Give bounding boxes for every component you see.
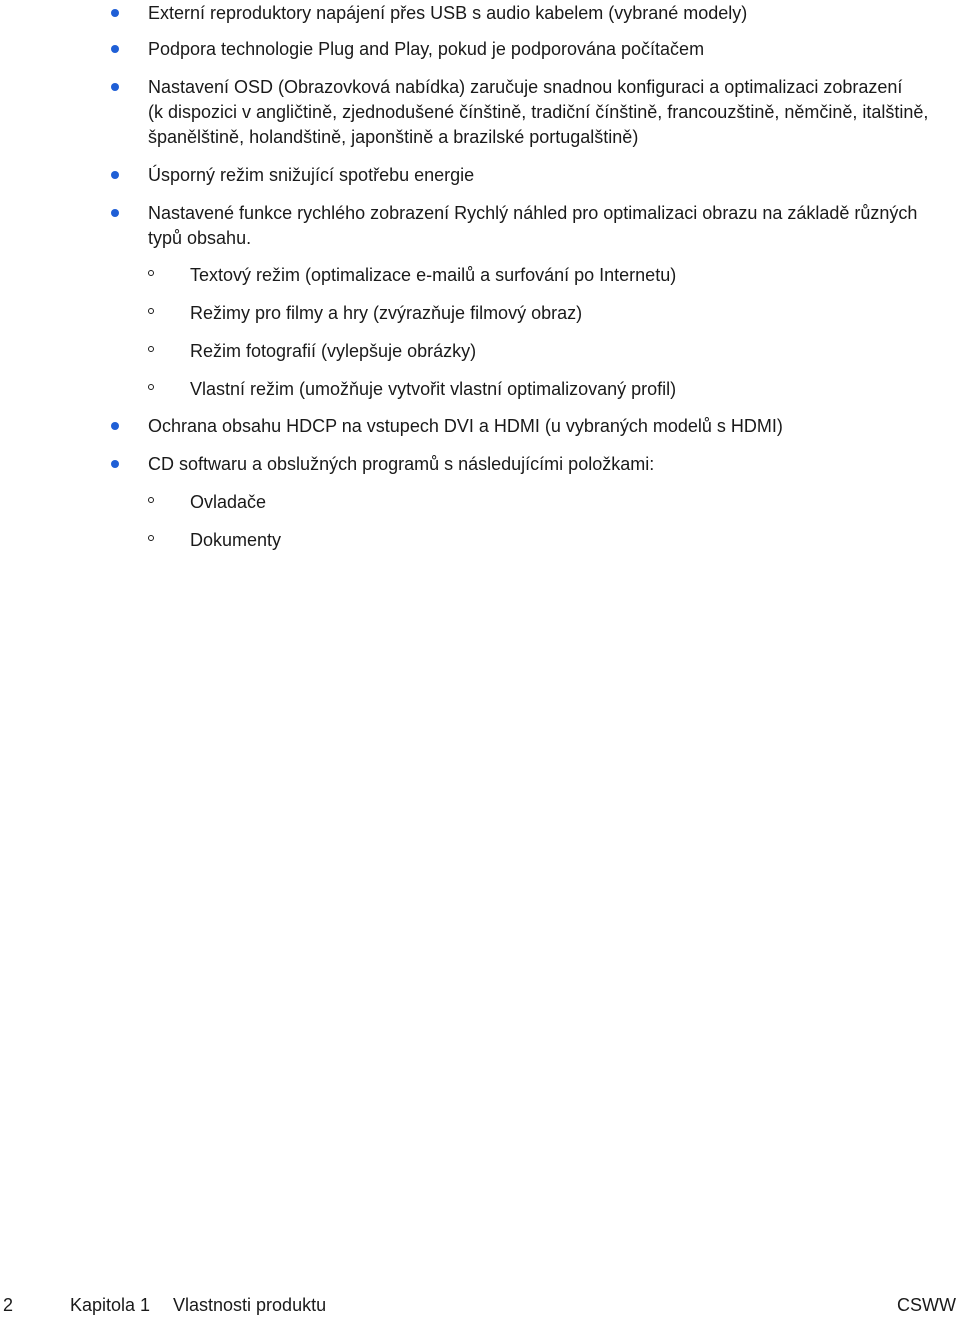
sub-list-item: Dokumenty	[190, 530, 282, 550]
list-item-line: typů obsahu.	[148, 228, 252, 248]
bullet-icon	[111, 83, 119, 91]
list-item-line: (k dispozici v angličtině, zjednodušené čínštině, tradiční čínštině, francouzštině, němčině, italštině,	[148, 102, 929, 122]
sub-list-item: Režim fotografií (vylepšuje obrázky)	[190, 341, 477, 361]
list-item: Externí reproduktory napájení přes USB s audio kabelem (vybrané modely)	[148, 3, 748, 23]
list-item: CD softwaru a obslužných programů s následujícími položkami:	[148, 454, 655, 474]
bullet-icon	[111, 9, 119, 17]
sub-list-item: Režimy pro filmy a hry (zvýrazňuje filmový obraz)	[190, 303, 583, 323]
list-item: Podpora technologie Plug and Play, pokud je podporována počítačem	[148, 39, 705, 59]
bullet-icon	[111, 209, 119, 217]
sub-bullet-icon	[148, 497, 154, 503]
sub-bullet-icon	[148, 535, 154, 541]
list-item-line: Nastavené funkce rychlého zobrazení Rychlý náhled pro optimalizaci obrazu na základě různých	[148, 203, 918, 223]
sub-list-item: Ovladače	[190, 492, 267, 512]
sub-bullet-icon	[148, 270, 154, 276]
bullet-icon	[111, 422, 119, 430]
sub-bullet-icon	[148, 346, 154, 352]
sub-bullet-icon	[148, 308, 154, 314]
sub-bullet-icon	[148, 384, 154, 390]
list-item: Ochrana obsahu HDCP na vstupech DVI a HDMI (u vybraných modelů s HDMI)	[148, 416, 783, 436]
bullet-icon	[111, 460, 119, 468]
list-item-line: španělštině, holandštině, japonštině a brazilské portugalštině)	[148, 127, 639, 147]
footer-page-number: 2	[3, 1295, 14, 1315]
bullet-icon	[111, 45, 119, 53]
sub-list-item: Textový režim (optimalizace e-mailů a surfování po Internetu)	[190, 265, 677, 285]
list-item-line: Nastavení OSD (Obrazovková nabídka) zaručuje snadnou konfiguraci a optimalizaci zobrazení	[148, 77, 903, 97]
bullet-icon	[111, 171, 119, 179]
list-item: Úsporný režim snižující spotřebu energie	[148, 165, 475, 185]
footer-document-code: CSWW	[897, 1295, 956, 1315]
footer-chapter-title: Vlastnosti produktu	[173, 1295, 327, 1315]
sub-list-item: Vlastní režim (umožňuje vytvořit vlastní optimalizovaný profil)	[190, 379, 677, 399]
footer-chapter: Kapitola 1	[70, 1295, 151, 1315]
